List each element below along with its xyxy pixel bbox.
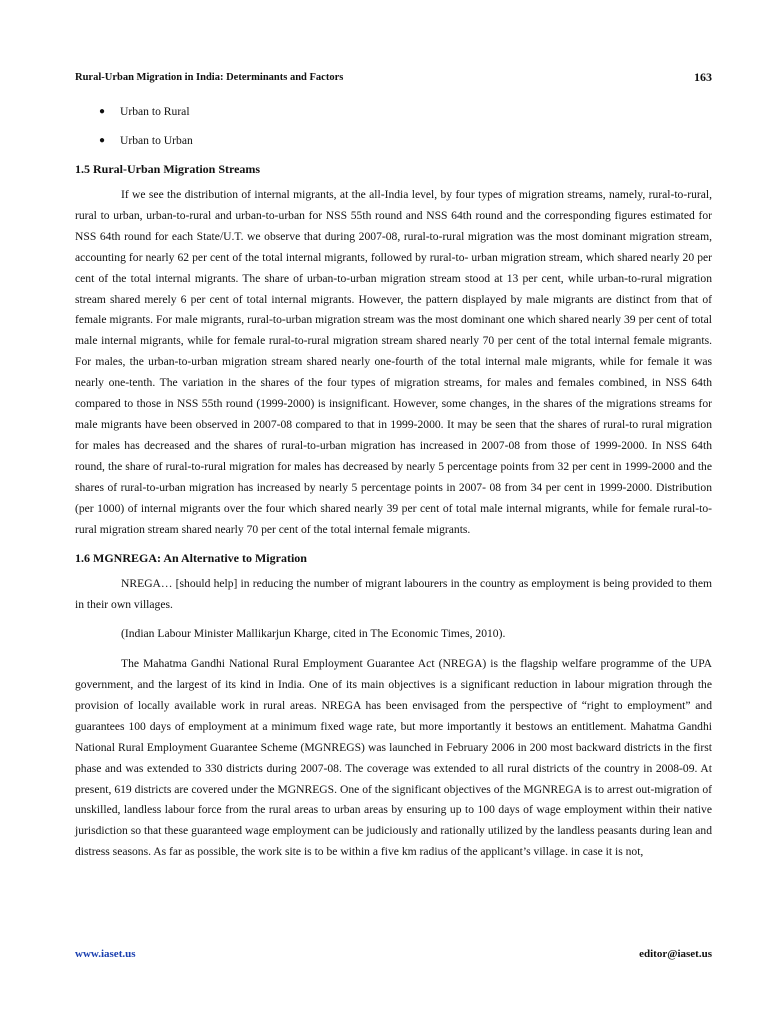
running-header-title: Rural-Urban Migration in India: Determinants and Factors [75,72,344,83]
section-heading-migration-streams: 1.5 Rural-Urban Migration Streams [75,162,261,176]
list-item [75,130,712,159]
body-paragraph: The Mahatma Gandhi National Rural Employment Guarantee Act (NREGA) is the flagship welfare programme of the UPA government, and the largest of its kind in India. One of its main objectives is a significant reduction in labour migration through the provision of locally available work in rural areas. NREGA has been envisaged from the perspective of “right to employment” and guarantees 100 days of employment at a minimum fixed wage rate, but more importantly it bestows an entitlement. Mahatma Gandhi National Rural Employment Guarantee Scheme (MGNREGS) was launched in February 2006 in 200 most backward districts in the first phase and was extended to 330 districts during 2007-08. The coverage was extended to all rural districts of the country in 2008-09. At present, 619 districts are covered under the MGNREGS. One of the significant objectives of the MGNREGA is to arrest out-migration of unskilled, landless labour force from the rural areas to urban areas by ensuring up to 100 days of wage employment within their native jurisdiction so that these guaranteed wage employment can be judiciously and rationally utilized by the landless peasants during lean and distress seasons. As far as possible, the work site is to be within a five km radius of the applicant’s village. in case it is not, [75,657,712,859]
bullet-icon: ● [99,135,106,146]
section-heading-mgnrega: 1.6 MGNREGA: An Alternative to Migration [75,551,307,566]
footer-website-link[interactable]: www.iaset.us [75,948,136,960]
bullet-text: Urban to Rural [120,105,190,118]
body-paragraph: If we see the distribution of internal migrants, at the all-India level, by four types of migration streams, namely, rural-to-rural, rural to urban, urban-to-rural and urban-to-urban for NSS 55th round and NSS 64th round and the corresponding figures estimated for NSS 64th round for each State/U.T. we observe that during 2007-08, rural-to-rural migration was the most dominant migration stream, accounting for nearly 62 per cent of the total internal migrants, followed by rural-to- urban migration stream, which shared nearly 20 per cent of the total internal migrants. The share of urban-to-urban migration stream stood at 13 per cent, while urban-to-rural migration stream shared merely 6 per cent of total internal migrants. However, the pattern displayed by male migrants are distinct from that of female migrants. For male migrants, rural-to-urban migration stream was the most dominant one which shared nearly 39 per cent of total male internal migrants, while for female rural-to-rural migration stream shared nearly 70 per cent of the total internal female migrants. For males, the urban-to-urban migration stream shared nearly one-fourth of the total internal male migrants, while for female it was nearly one-tenth. The variation in the shares of the four types of migration streams, for males and females combined, in NSS 64th compared to those in NSS 55th round (1999-2000) is insignificant. However, some changes, in the shares of the migrations streams for male migrants have been observed in 2007-08 compared to that in 1999-2000. It may be seen that the shares of rural-to rural migration for males has decreased and the shares of rural-to-urban migration has increased in 2007-08 from those of 1999-2000. In NSS 64th round, the share of rural-to-rural migration for males has decreased by nearly 5 percentage points from 32 per cent in 1999-2000 and the shares of rural-to-urban migration has increased by nearly 5 percentage points in 2007- 08 from 34 per cent in 1999-2000. Distribution (per 1000) of internal migrants over the four which shared nearly 39 per cent of total male internal migrants, while for female rural-to-rural migration stream shared nearly 70 per cent of the total internal female migrants. [75,188,712,536]
quote-paragraph: NREGA… [should help] in reducing the number of migrant labourers in the country as employment is being provided to them in their own villages. [75,577,712,612]
bullet-list [75,101,712,159]
page-number: 163 [694,70,712,84]
quote-citation: (Indian Labour Minister Mallikarjun Kharge, cited in The Economic Times, 2010). [121,627,506,641]
bullet-text: Urban to Urban [120,134,193,147]
footer-email: editor@iaset.us [639,948,712,960]
running-header [75,70,712,86]
list-item [75,101,712,130]
bullet-icon: ● [99,106,106,117]
page-body [75,101,712,871]
